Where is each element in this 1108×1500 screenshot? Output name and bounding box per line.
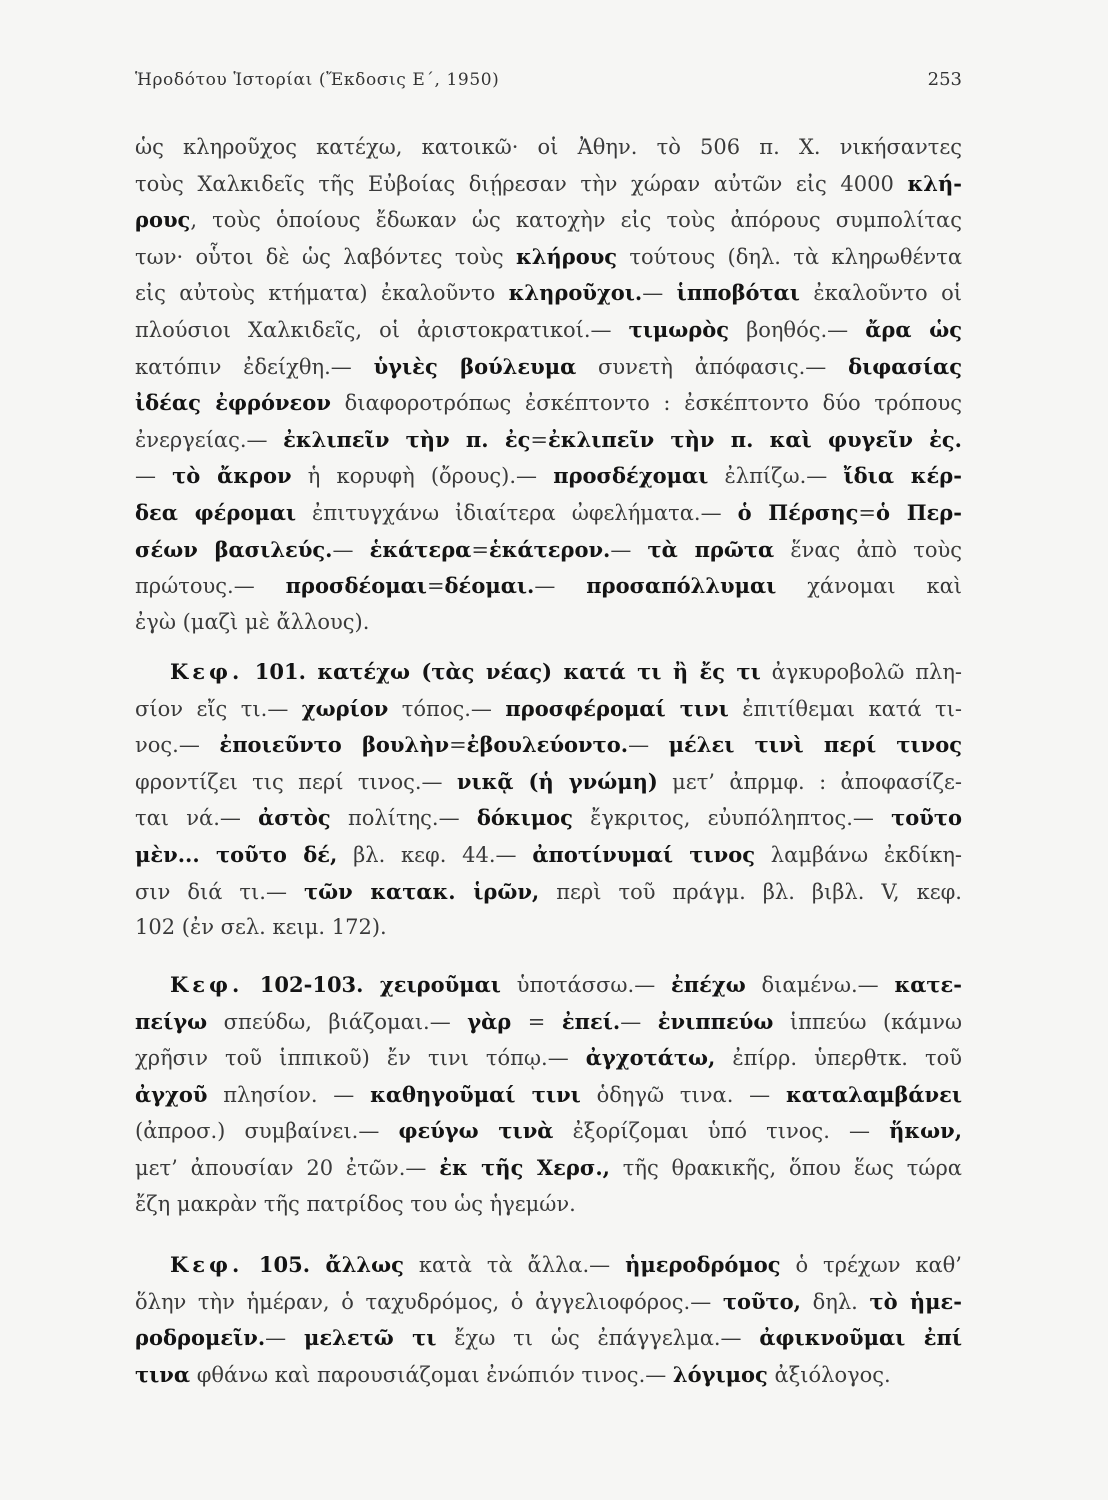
chapter-label: Κεφ. — [170, 659, 244, 684]
lemma-term: προσδέχομαι — [553, 463, 709, 489]
gloss-text: πλούσιοι Χαλκιδεῖς, οἱ ἀριστοκρατικοί.— — [135, 317, 629, 342]
gloss-text: — — [332, 537, 370, 562]
lemma-term: δεα φέρομαι — [135, 499, 297, 525]
lemma-term: τιμωρὸς — [628, 316, 730, 342]
gloss-text: δηλ. — [800, 1289, 870, 1314]
lemma-term: ἐπεί. — [561, 1008, 621, 1034]
gloss-text: συνετὴ ἀπόφασις.— — [576, 354, 849, 379]
gloss-text: ἕνας ἀπὸ τοὺς — [774, 537, 962, 562]
text-line — [135, 130, 962, 166]
lemma-term: ἑκάτερον. — [488, 536, 611, 562]
gloss-text: ἐπιτυγχάνω ἰδιαίτερα ὠφελήματα.— — [296, 500, 738, 525]
gloss-text: ἡ κορυφὴ (ὄρους).— — [291, 464, 554, 489]
lemma-term: προσφέρομαί τινι — [505, 695, 729, 721]
lemma-term: ἀποτίνυμαί τινος — [532, 841, 756, 867]
gloss-text: — — [642, 281, 677, 306]
gloss-text: (ἀπροσ.) συμβαίνει.— — [135, 1119, 399, 1144]
gloss-text: ται νά.— — [135, 806, 259, 831]
commentary-paragraph — [135, 654, 962, 946]
lemma-term: 101. κατέχω (τὰς νέας) κατά τι ἢ ἔς τι — [243, 659, 761, 684]
gloss-text: — — [610, 537, 648, 562]
text-line — [135, 166, 962, 203]
lemma-term: μὲν... τοῦτο δέ, — [135, 841, 338, 867]
gloss-text: ἐκαλοῦντο οἱ — [799, 281, 962, 306]
text-line — [135, 1113, 962, 1150]
lemma-term: καθηγοῦμαί τινι — [370, 1081, 581, 1107]
lemma-term: ἐκλιπεῖν τὴν π. ἐς — [283, 426, 531, 452]
commentary-paragraph — [135, 130, 962, 640]
gloss-text: ἔγκριτος, εὐυπόληπτος.— — [572, 806, 892, 831]
lemma-term: τοῦτο — [891, 805, 962, 831]
text-line — [135, 727, 962, 764]
gloss-text: των· οὗτοι δὲ ὡς λαβόντες τοὺς — [135, 244, 516, 269]
gloss-text: ὑποτάσσω.— — [500, 973, 671, 997]
text-line — [135, 239, 962, 276]
lemma-term: 102-103. χειροῦμαι — [243, 972, 501, 997]
lemma-term: φεύγω τινὰ — [398, 1118, 554, 1144]
lemma-term: ρους — [135, 207, 191, 233]
gloss-text: = — [426, 574, 445, 599]
text-line — [135, 1284, 962, 1321]
gloss-text: πολίτης.— — [330, 806, 477, 831]
lemma-term: ἐκλιπεῖν τὴν π. καὶ φυγεῖν ἐς. — [547, 426, 962, 452]
gloss-text: χάνομαι καὶ — [776, 574, 962, 599]
lemma-term: μελετῶ τι — [303, 1325, 437, 1351]
lemma-term: ἴδια κέρ- — [843, 463, 962, 489]
gloss-text: σίον εἴς τι.— — [135, 696, 302, 721]
lemma-term: τινα — [135, 1361, 191, 1387]
text-line — [135, 1357, 962, 1394]
gloss-text: = — [530, 427, 548, 452]
gloss-text: τῆς θρακικῆς, ὅπου ἕως τώρα — [609, 1155, 962, 1180]
gloss-text: λαμβάνω ἐκδίκη- — [755, 842, 962, 867]
lemma-term: ἀγχοῦ — [135, 1081, 208, 1107]
gloss-text: τοὺς Χαλκιδεῖς τῆς Εὐβοίας διῄρεσαν τὴν χώραν αὐτῶν εἰς 4000 — [135, 171, 908, 196]
lemma-term: χωρίον — [301, 695, 389, 721]
gloss-text: ἐλπίζω.— — [708, 464, 844, 489]
lemma-term: ροδρομεῖν. — [135, 1325, 266, 1351]
lemma-term: ὑγιὲς βούλευμα — [373, 353, 577, 379]
gloss-text: μετ’ ἀπρμφ. : ἀποφασίζε- — [657, 769, 962, 794]
text-line — [135, 1187, 962, 1223]
lemma-term: πείγω — [135, 1008, 208, 1034]
lemma-term: νικᾷ (ἡ γνώμη) — [456, 768, 658, 794]
text-line — [135, 910, 962, 946]
lemma-term: κληροῦχοι. — [508, 280, 643, 306]
lemma-term: ἄρα ὡς — [865, 316, 962, 342]
gloss-text: = — [511, 1009, 562, 1034]
lemma-term: 105. ἄλλως — [243, 1252, 404, 1277]
text-line — [135, 605, 962, 641]
text-line — [135, 422, 962, 459]
lemma-term: ἐποιεῦντο βουλὴν — [219, 732, 450, 758]
gloss-text: — — [620, 1009, 658, 1034]
gloss-text: τόπος.— — [388, 696, 506, 721]
text-line — [135, 837, 962, 874]
lemma-term: ὁ Πέρσης — [737, 499, 859, 525]
lemma-term: κατε- — [894, 972, 962, 997]
gloss-text: σπεύδω, βιάζομαι.— — [207, 1009, 468, 1034]
gloss-text: φροντίζει τις περί τινος.— — [135, 769, 457, 794]
gloss-text: διαφοροτρόπως ἐσκέπτοντο : ἐσκέπτοντο δύο τρόπους — [330, 391, 962, 416]
gloss-text: περὶ τοῦ πράγμ. βλ. βιβλ. V, κεφ. — [539, 879, 962, 904]
lemma-term: ἀστὸς — [258, 805, 331, 831]
running-header — [135, 66, 962, 94]
text-line — [135, 691, 962, 728]
text-line — [135, 349, 962, 386]
lemma-term: τῶν κατακ. ἱρῶν, — [303, 878, 540, 904]
gloss-text: βλ. κεφ. 44.— — [337, 842, 533, 867]
gloss-text: νος.— — [135, 733, 220, 758]
gloss-text: ὡς κληροῦχος κατέχω, κατοικῶ· οἱ Ἀθην. τὸ 506 π. Χ. νικήσαντες — [135, 135, 962, 159]
lemma-term: ἡμεροδρόμος — [625, 1252, 781, 1277]
lemma-term: προσαπόλλυμαι — [586, 573, 777, 599]
lemma-term: προσδέομαι — [285, 573, 427, 599]
lemma-term: σέων βασιλεύς. — [135, 536, 333, 562]
gloss-text: = — [449, 733, 467, 758]
text-line — [135, 1247, 962, 1284]
lemma-term: ἐβουλεύοντο. — [466, 732, 629, 758]
gloss-text: πρώτους.— — [135, 574, 286, 599]
lemma-term: μέλει τινὶ περί τινος — [668, 732, 962, 758]
lemma-term: καταλαμβάνει — [785, 1081, 963, 1107]
lemma-term: τοῦτο, — [722, 1288, 801, 1314]
gloss-text: σιν διά τι.— — [135, 879, 304, 904]
lemma-term: διφασίας — [848, 353, 962, 379]
text-line — [135, 800, 962, 837]
gloss-text: ἐγὼ (μαζὶ μὲ ἄλλους). — [135, 609, 370, 634]
text-line — [135, 202, 962, 239]
gloss-text: διαμένω.— — [745, 973, 895, 997]
text-line — [135, 458, 962, 495]
lemma-term: τὸ ἄκρον — [172, 463, 292, 489]
gloss-text: ἐπίρρ. ὑπερθτκ. τοῦ — [715, 1046, 962, 1071]
lemma-term: γὰρ — [467, 1008, 512, 1034]
text-line — [135, 764, 962, 801]
text-line — [135, 385, 962, 422]
gloss-text: = — [471, 537, 489, 562]
lemma-term: λόγιμος — [672, 1361, 768, 1387]
lemma-term: ἥκων, — [889, 1118, 963, 1144]
text-line — [135, 1320, 962, 1357]
gloss-text: κατόπιν ἐδείχθη.— — [135, 354, 374, 379]
gloss-text: = — [858, 500, 877, 525]
gloss-text: φθάνω καὶ παρουσιάζομαι ἐνώπιόν τινος.— — [190, 1362, 673, 1387]
lemma-term: ἀφικνοῦμαι ἐπί — [759, 1325, 962, 1351]
gloss-text: ὅλην τὴν ἡμέραν, ὁ ταχυδρόμος, ὁ ἀγγελιοφόρος.— — [135, 1289, 723, 1314]
gloss-text: — — [265, 1326, 304, 1351]
gloss-text: ὁ τρέχων καθ’ — [780, 1253, 962, 1277]
gloss-text: βοηθός.— — [729, 317, 866, 342]
gloss-text: — — [135, 464, 173, 489]
text-line — [135, 1150, 962, 1187]
lemma-term: κλή- — [907, 170, 962, 196]
lemma-term: ἀγχοτάτω, — [585, 1045, 716, 1071]
lemma-term: ἐκ τῆς Χερσ., — [439, 1154, 610, 1180]
gloss-text: , τοὺς ὁποίους ἔδωκαν ὡς κατοχὴν εἰς τοὺς ἀπόρους συμπολίτας — [190, 208, 962, 233]
gloss-text: — — [628, 733, 669, 758]
text-line — [135, 654, 962, 691]
gloss-text: ἐξορίζομαι ὑπό τινος. — — [553, 1119, 890, 1144]
lemma-term: ἱπποβόται — [676, 280, 800, 306]
text-line — [135, 1004, 962, 1041]
page-number: 253 — [927, 69, 962, 90]
text-line — [135, 967, 962, 1004]
commentary-paragraph — [135, 1247, 962, 1393]
text-line — [135, 275, 962, 312]
text-line — [135, 874, 962, 911]
gloss-text: πλησίον. — — [207, 1082, 371, 1107]
text-line — [135, 495, 962, 532]
text-line — [135, 1077, 962, 1114]
gloss-text: ἐνεργείας.— — [135, 427, 284, 452]
lemma-term: δόκιμος — [476, 805, 573, 831]
chapter-label: Κεφ. — [170, 1252, 244, 1277]
gloss-text: ἔζη μακρὰν τῆς πατρίδος του ὡς ἡγεμών. — [135, 1191, 576, 1216]
commentary-paragraph — [135, 967, 962, 1222]
lemma-term: τὰ πρῶτα — [647, 536, 775, 562]
lemma-term: ἰδέας ἐφρόνεον — [135, 390, 331, 416]
lemma-term: ἐνιππεύω — [657, 1008, 774, 1034]
gloss-text: μετ’ ἀπουσίαν 20 ἐτῶν.— — [135, 1155, 440, 1180]
text-line — [135, 1040, 962, 1077]
text-line — [135, 568, 962, 605]
gloss-text: τούτους (δηλ. τὰ κληρωθέντα — [617, 244, 962, 269]
gloss-text: — — [534, 574, 587, 599]
gloss-text: ἐπιτίθεμαι κατά τι- — [728, 696, 963, 721]
gloss-text: εἰς αὐτοὺς κτήματα) ἐκαλοῦντο — [135, 281, 509, 306]
chapter-label: Κεφ. — [170, 972, 244, 997]
lemma-term: ἐπέχω — [671, 972, 746, 997]
gloss-text: χρῆσιν τοῦ ἱππικοῦ) ἔν τινι τόπῳ.— — [135, 1046, 586, 1071]
lemma-term: κλήρους — [516, 243, 618, 269]
text-line — [135, 532, 962, 569]
lemma-term: ἑκάτερα — [369, 536, 472, 562]
lemma-term: τὸ ἡμε- — [869, 1288, 962, 1314]
gloss-text: ἀγκυροβολῶ πλη- — [760, 660, 963, 684]
text-line — [135, 312, 962, 349]
running-title: Ἡροδότου Ἱστορίαι (Ἔκδοσις Ε΄, 1950) — [135, 70, 500, 90]
gloss-text: κατὰ τὰ ἄλλα.— — [403, 1253, 626, 1277]
gloss-text: ἔχω τι ὡς ἐπάγγελμα.— — [436, 1326, 760, 1351]
gloss-text: 102 (ἐν σελ. κειμ. 172). — [135, 915, 387, 940]
gloss-text: ἀξιόλογος. — [767, 1362, 891, 1387]
lemma-term: δέομαι. — [444, 573, 535, 599]
lemma-term: ὁ Περ- — [876, 499, 962, 525]
gloss-text: ἱππεύω (κάμνω — [773, 1009, 962, 1034]
gloss-text: ὁδηγῶ τινα. — — [580, 1082, 786, 1107]
